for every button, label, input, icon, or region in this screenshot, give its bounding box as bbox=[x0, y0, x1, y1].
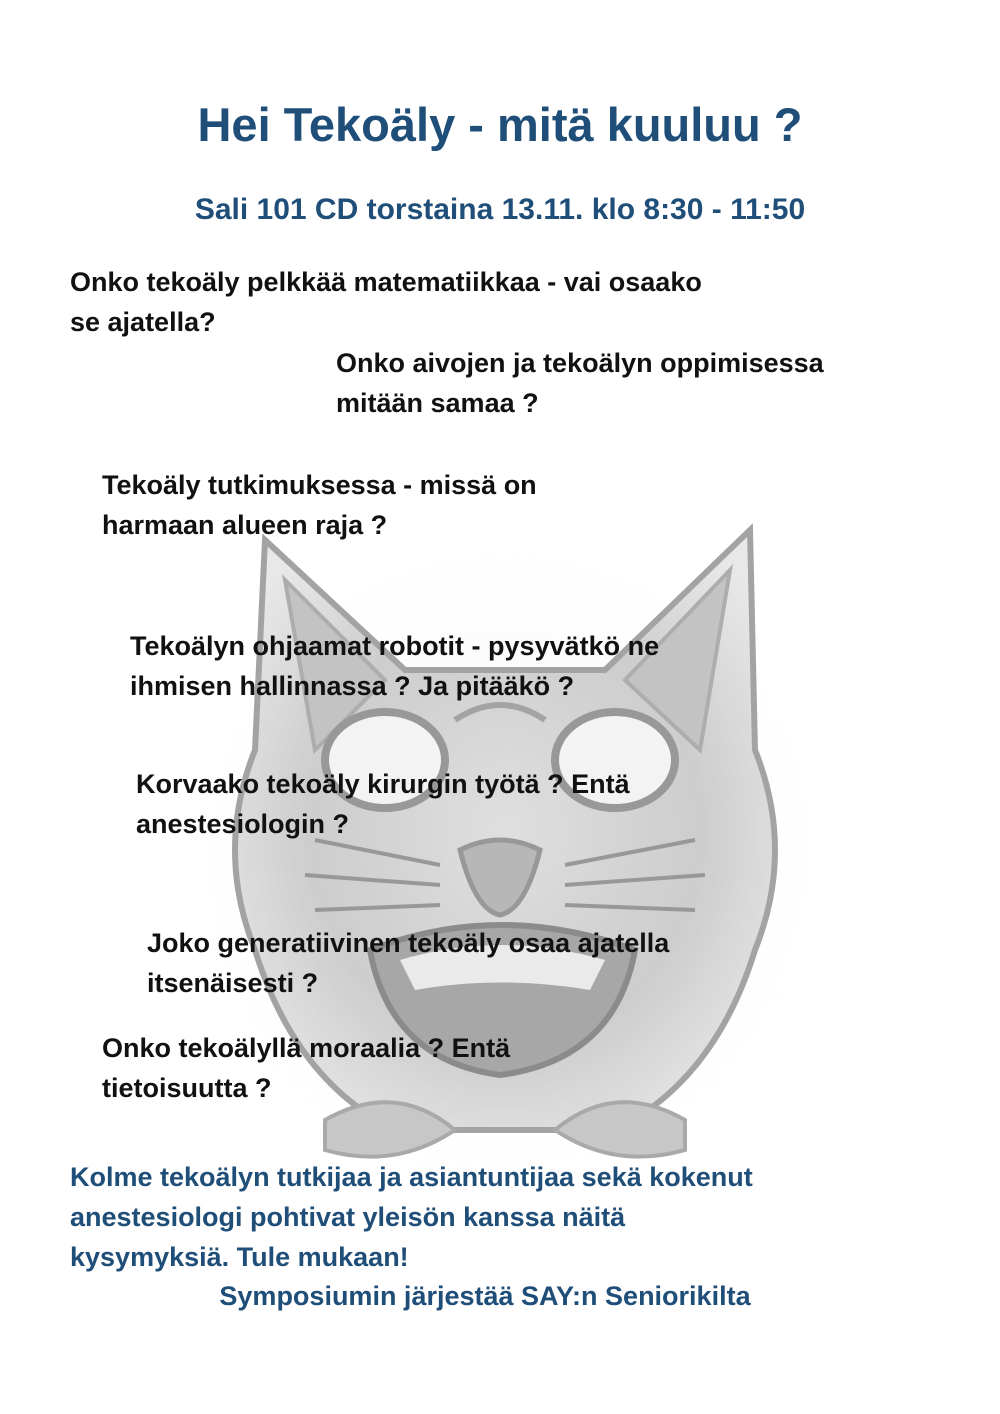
question-brain-learning bbox=[336, 343, 824, 423]
question-line: se ajatella? bbox=[70, 307, 216, 337]
question-line: Joko generatiivinen tekoäly osaa ajatella bbox=[147, 928, 670, 958]
question-line: ihmisen hallinnassa ? Ja pitääkö ? bbox=[130, 671, 575, 701]
closing-line: kysymyksiä. Tule mukaan! bbox=[70, 1242, 409, 1272]
question-generative-ai bbox=[147, 923, 669, 1003]
question-research-grey-area bbox=[102, 465, 537, 545]
question-math-or-thinking bbox=[70, 262, 702, 342]
question-line: Tekoälyn ohjaamat robotit - pysyvätkö ne bbox=[130, 631, 660, 661]
question-line: tietoisuutta ? bbox=[102, 1073, 272, 1103]
question-line: itsenäisesti ? bbox=[147, 968, 319, 998]
poster-title: Hei Tekoäly - mitä kuuluu ? bbox=[197, 98, 803, 151]
question-morality-consciousness bbox=[102, 1028, 510, 1108]
closing-line: Kolme tekoälyn tutkijaa ja asiantuntijaa sekä kokenut bbox=[70, 1162, 753, 1192]
question-robots-control bbox=[130, 626, 659, 706]
closing-line: anestesiologi pohtivat yleisön kanssa näitä bbox=[70, 1202, 626, 1232]
question-line: anestesiologin ? bbox=[136, 809, 350, 839]
question-line: Korvaako tekoäly kirurgin työtä ? Entä bbox=[136, 769, 630, 799]
closing-invitation bbox=[70, 1157, 753, 1277]
organizer-credit: Symposiumin järjestää SAY:n Seniorikilta bbox=[219, 1281, 751, 1311]
question-line: Tekoäly tutkimuksessa - missä on bbox=[102, 470, 537, 500]
event-time-location: Sali 101 CD torstaina 13.11. klo 8:30 - 11:50 bbox=[194, 193, 806, 226]
question-line: Onko tekoälyllä moraalia ? Entä bbox=[102, 1033, 511, 1063]
question-line: mitään samaa ? bbox=[336, 388, 539, 418]
question-line: Onko tekoäly pelkkää matematiikkaa - vai osaako bbox=[70, 267, 702, 297]
question-line: harmaan alueen raja ? bbox=[102, 510, 388, 540]
question-line: Onko aivojen ja tekoälyn oppimisessa bbox=[336, 348, 824, 378]
question-surgeon-work bbox=[136, 764, 630, 844]
